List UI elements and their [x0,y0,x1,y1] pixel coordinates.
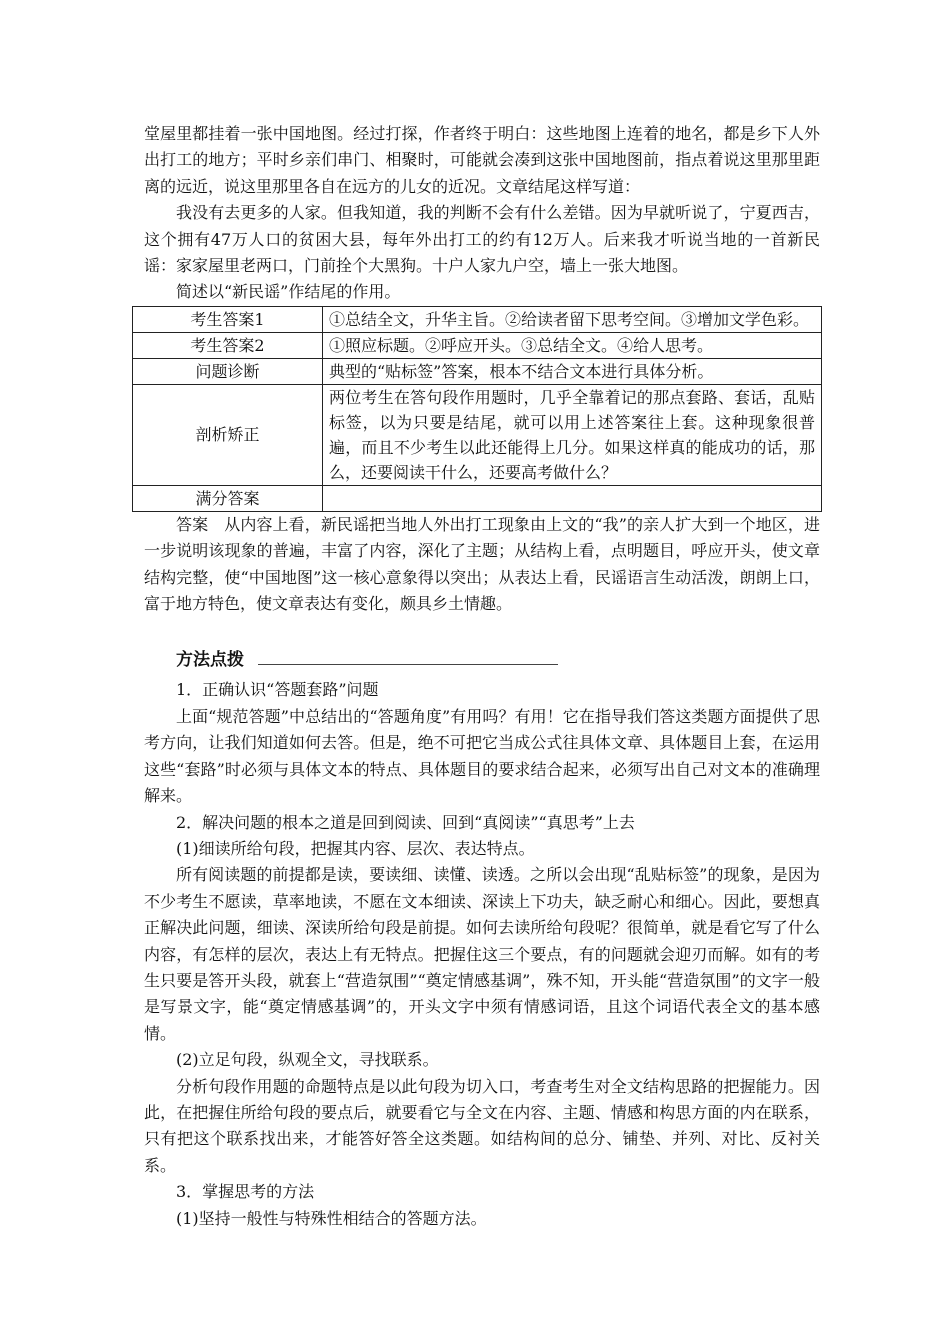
body-paragraph: 分析句段作用题的命题特点是以此句段为切入口，考查考生对全文结构思路的把握能力。因此，在把握住所给句段的要点后，就要看它与全文在内容、主题、情感和构思方面的内在联系，只有把这个联系找出来，才能答好答全这类题。如结构间的总分、铺垫、并列、对比、反衬关系。 [144,1076,820,1175]
heading-2: 2．解决问题的根本之道是回到阅读、回到“真阅读”“真思考”上去 [176,812,635,832]
row-label: 考生答案2 [133,332,323,358]
subheading: (2)立足句段，纵观全文，寻找联系。 [176,1050,439,1070]
table-row [133,358,822,384]
table-row [133,306,822,332]
subheading: (1)细读所给句段，把握其内容、层次、表达特点。 [176,838,535,858]
table-row [133,332,822,358]
section-rule [258,664,558,665]
section-header [144,637,820,677]
row-label: 满分答案 [133,485,323,511]
row-label: 考生答案1 [133,306,323,332]
diagnosis-table [132,306,822,512]
body-paragraph: 上面“规范答题”中总结出的“答题角度”有用吗？有用！它在指导我们答这类题方面提供了思考方向，让我们知道如何去答。但是，绝不可把它当成公式往具体文章、具体题目上套，在运用这些“套路”时必须与具体文本的特点、具体题目的要求结合起来，必须写出自己对文本的准确理解来。 [144,706,820,806]
document-page [144,121,820,1232]
body-paragraph: 所有阅读题的前提都是读，要读细、读懂、读透。之所以会出现“乱贴标签”的现象，是因为不少考生不愿读，草率地读，不愿在文本细读、深读上下功夫，缺乏耐心和细心。因此，要想真正解决此问题，细读、深读所给句段是前提。如何去读所给句段呢？很简单，就是看它写了什么内容，有怎样的层次，表达上有无特点。把握住这三个要点，有的问题就会迎刃而解。如有的考生只要是答开头段，就套上“营造氛围”“奠定情感基调”，殊不知，开头能“营造氛围”的文字一般是写景文字，能“奠定情感基调”的，开头文字中须有情感词语，且这个词语代表全文的基本感情。 [144,865,820,1043]
row-label: 剖析矫正 [133,384,323,485]
quote-paragraph: 我没有去更多的人家。但我知道，我的判断不会有什么差错。因为早就听说了，宁夏西吉，这个拥有47万人口的贫困大县，每年外出打工的约有12万人。后来我才听说当地的一首新民谣：家家屋里老两口，门前拴个大黑狗。十户人家九户空，墙上一张大地图。 [144,203,820,276]
row-value: 两位考生在答句段作用题时，几乎全靠着记的那点套路、套话，乱贴标签，以为只要是结尾，就可以用上述答案往上套。这种现象很普遍，而且不少考生以此还能得上几分。如果这样真的能成功的话，那么，还要阅读干什么，还要高考做什么？ [323,384,822,485]
question-text: 简述以“新民谣”作结尾的作用。 [176,282,401,302]
subheading: (1)坚持一般性与特殊性相结合的答题方法。 [176,1208,487,1228]
row-value: ①总结全文，升华主旨。②给读者留下思考空间。③增加文学色彩。 [323,306,822,332]
heading-3: 3．掌握思考的方法 [176,1182,315,1202]
heading-1: 1．正确认识“答题套路”问题 [176,680,379,700]
answer-paragraph: 答案 从内容上看，新民谣把当地人外出打工现象由上文的“我”的亲人扩大到一个地区，进一步说明该现象的普遍，丰富了内容，深化了主题；从结构上看，点明题目，呼应开头，使文章结构完整，使“中国地图”这一核心意象得以突出；从表达上看，民谣语言生动活泼，朗朗上口，富于地方特色，使文章表达有变化，颇具乡土情趣。 [144,514,820,614]
table-row [133,485,822,511]
intro-paragraph: 堂屋里都挂着一张中国地图。经过打探，作者终于明白：这些地图上连着的地名，都是乡下人外出打工的地方；平时乡亲们串门、相聚时，可能就会凑到这张中国地图前，指点着说这里那里距离的远近，说这里那里各自在远方的儿女的近况。文章结尾这样写道： [144,124,820,196]
section-title: 方法点拨 [176,650,244,671]
row-label: 问题诊断 [133,358,323,384]
table-row [133,384,822,485]
row-value: 典型的“贴标签”答案，根本不结合文本进行具体分析。 [323,358,822,384]
row-value [323,485,822,511]
row-value: ①照应标题。②呼应开头。③总结全文。④给人思考。 [323,332,822,358]
